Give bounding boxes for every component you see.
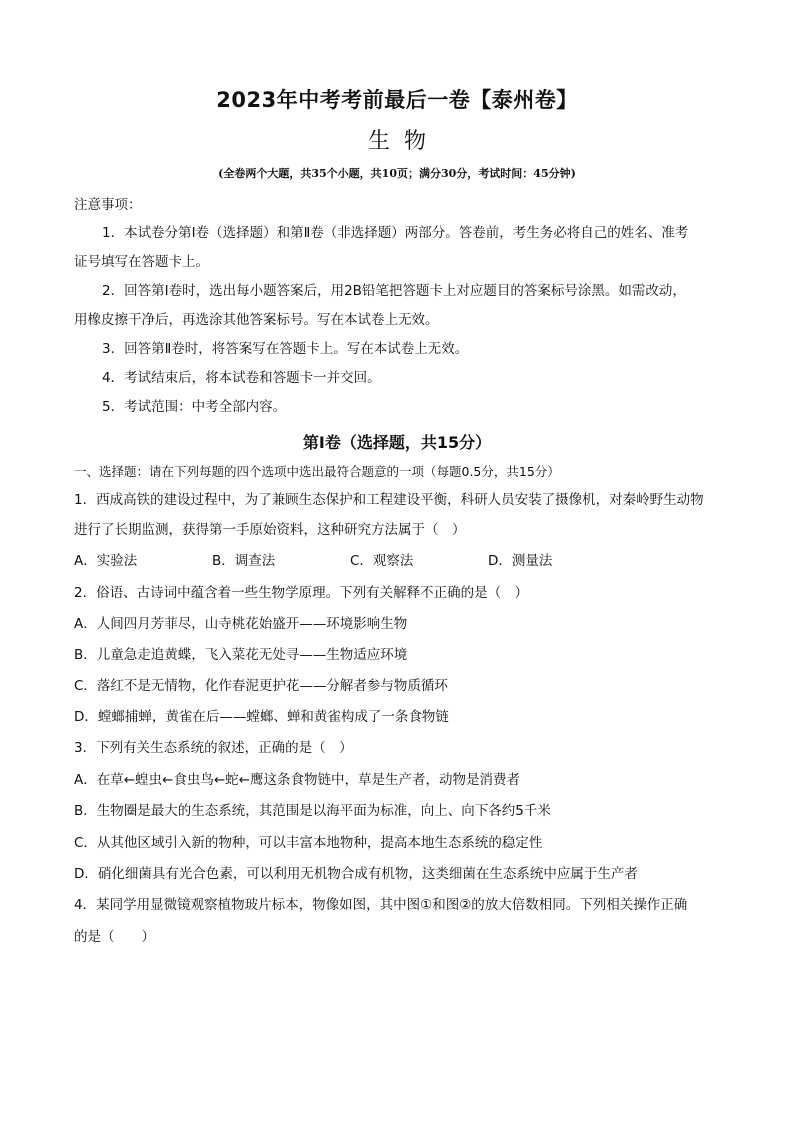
question-2-option-a: A．人间四月芳菲尽，山寺桃花始盛开——环境影响生物 bbox=[74, 616, 408, 632]
question-1-line1: 1．西成高铁的建设过程中，为了兼顾生态保护和工程建设平衡，科研人员安装了摄像机，对秦岭野生动物 bbox=[74, 492, 704, 508]
option-d: D．测量法 bbox=[488, 553, 553, 569]
question-3-stem: 3．下列有关生态系统的叙述，正确的是（ ） bbox=[74, 740, 353, 756]
note-item: 4．考试结束后，将本试卷和答题卡一并交回。 bbox=[102, 370, 381, 386]
question-2-option-d: D．螳螂捕蝉，黄雀在后——螳螂、蝉和黄雀构成了一条食物链 bbox=[74, 709, 449, 725]
notes-heading: 注意事项： bbox=[74, 197, 142, 213]
question-3-option-b: B．生物圈是最大的生态系统，其范围是以海平面为标准，向上、向下各约5千米 bbox=[74, 803, 551, 819]
note-item: 证号填写在答题卡上。 bbox=[74, 254, 209, 270]
question-4-line1: 4．某同学用显微镜观察植物玻片标本，物像如图，其中图①和图②的放大倍数相同。下列相关操作正确 bbox=[74, 897, 688, 913]
question-3-option-a: A．在草←蝗虫←食虫鸟←蛇←鹰这条食物链中，草是生产者，动物是消费者 bbox=[74, 772, 520, 788]
page-title: 2023年中考考前最后一卷【泰州卷】 bbox=[216, 88, 578, 112]
question-4-line2: 的是（ ） bbox=[74, 929, 155, 945]
option-c: C．观察法 bbox=[350, 553, 414, 569]
question-3-option-d: D．硝化细菌具有光合色素，可以利用无机物合成有机物，这类细菌在生态系统中应属于生产者 bbox=[74, 866, 638, 882]
option-b: B．调查法 bbox=[212, 553, 276, 569]
subject-title: 生物 bbox=[367, 129, 440, 154]
question-2-stem: 2．俗语、古诗词中蕴含着一些生物学原理。下列有关解释不正确的是（ ） bbox=[74, 585, 529, 601]
section-title: 第Ⅰ卷（选择题，共15分） bbox=[302, 433, 492, 452]
question-2-option-c: C．落红不是无情物，化作春泥更护花——分解者参与物质循环 bbox=[74, 678, 448, 694]
question-3-option-c: C．从其他区域引入新的物种，可以丰富本地物种，提高本地生态系统的稳定性 bbox=[74, 835, 543, 851]
note-item: 2．回答第Ⅰ卷时，选出每小题答案后，用2B铅笔把答题卡上对应题目的答案标号涂黑。如需改动， bbox=[102, 283, 686, 299]
exam-meta: (全卷两个大题，共35个小题，共10页；满分30分，考试时间：45分钟) bbox=[218, 167, 576, 180]
note-item: 用橡皮擦干净后，再选涂其他答案标号。写在本试卷上无效。 bbox=[74, 312, 439, 328]
note-item: 3．回答第Ⅱ卷时，将答案写在答题卡上。写在本试卷上无效。 bbox=[102, 341, 469, 357]
question-1-line2: 进行了长期监测，获得第一手原始资料，这种研究方法属于（ ） bbox=[74, 522, 466, 538]
note-item: 1．本试卷分第Ⅰ卷（选择题）和第Ⅱ卷（非选择题）两部分。答卷前，考生务必将自己的姓名、准考 bbox=[102, 225, 689, 241]
question-2-option-b: B．儿童急走追黄蝶，飞入菜花无处寻——生物适应环境 bbox=[74, 647, 408, 663]
note-item: 5．考试范围：中考全部内容。 bbox=[102, 399, 287, 415]
section-instruction: 一、选择题：请在下列每题的四个选项中选出最符合题意的一项（每题0.5分，共15分） bbox=[74, 464, 560, 479]
question-1-options bbox=[74, 552, 724, 570]
option-a: A．实验法 bbox=[74, 553, 138, 569]
